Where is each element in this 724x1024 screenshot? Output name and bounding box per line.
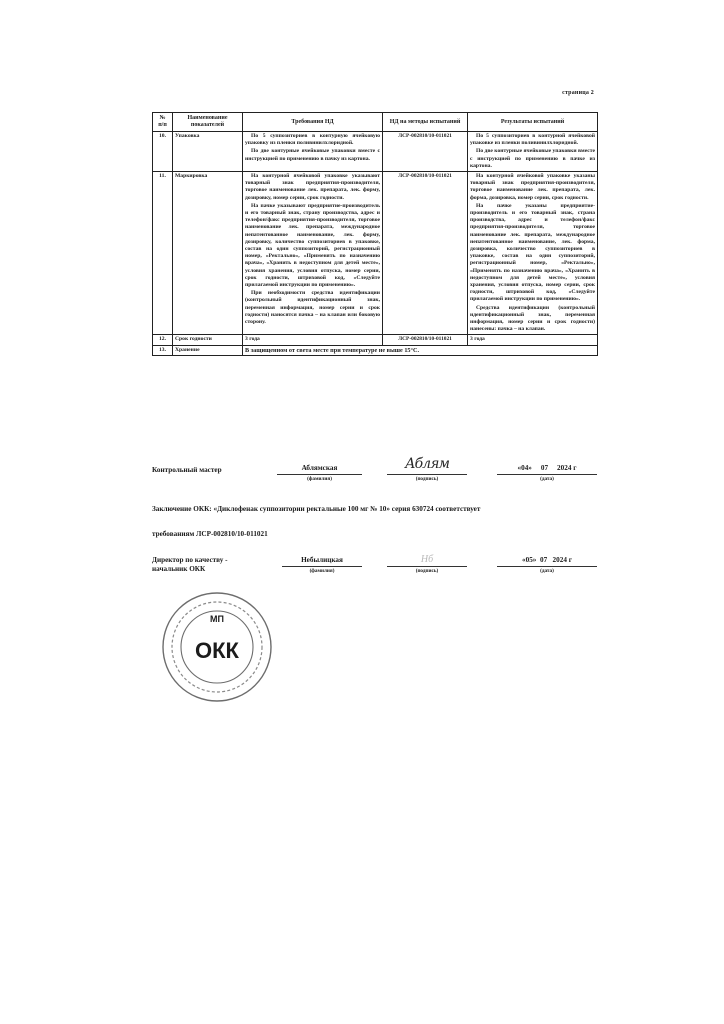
surname-caption: (фамилия): [307, 476, 332, 482]
header-number: № п/п: [153, 113, 173, 132]
table-header-row: [153, 113, 598, 132]
director-surname-field: [282, 556, 362, 574]
signature-caption: (подпись): [415, 476, 439, 482]
row-requirements: 3 года: [243, 335, 383, 345]
date-caption: (дата): [540, 568, 554, 574]
page-number: страница 2: [562, 90, 594, 96]
row-nd: ЛСР-002810/10-011021: [383, 172, 468, 335]
table-row: [153, 335, 598, 345]
conclusion-line-2: требованиям ЛСР-002810/10-011021: [152, 530, 268, 538]
master-signature-field: [387, 456, 467, 482]
master-signature-row: [152, 456, 597, 492]
row-name: Хранение: [173, 345, 243, 355]
row-nd: ЛСР-002810/10-011021: [383, 132, 468, 172]
director-surname: Небылицкая: [282, 556, 362, 567]
row-nd: ЛСР-002810/10-011021: [383, 335, 468, 345]
master-date: «04» 07 2024 г: [497, 464, 597, 475]
row-storage-merged: В защищенном от света месте при температуре не выше 15°С.: [243, 345, 598, 355]
row-requirements: На контурной ячейковой упаковке указывают товарный знак предприятия-производителя, торговое наименование лек. препарата, лек. форму, дозировку, номер серии, срок годности. На пачке указывают предприятие-производитель и его товарный знак, страну производства, адрес и телефон/факс предприятия-производителя, торговое наименование лек. препарата, международное непатентованное наименование, лек. форму, дозировку, количество суппозиториев в упаковке, состав на один суппозиторий, регистрационный номер, «Ректально», «Применять по назначению врача», «Хранить в недоступном для детей месте», условия хранения, условия отпуска, номер серии, срок годности, штриховой код, «Следуйте прилагаемой инструкции по применению». При необходимости средства идентификации (контрольный идентификационный знак, переменная информация, номер серии и срок годности) наносятся пачка – на клапан или боковую сторону.: [243, 172, 383, 335]
master-signature: Аблям: [387, 456, 467, 475]
row-number: 10.: [153, 132, 173, 172]
header-results: Результаты испытаний: [468, 113, 598, 132]
okk-conclusion: [152, 504, 612, 540]
row-number: 11.: [153, 172, 173, 335]
row-number: 13.: [153, 345, 173, 355]
row-results: 3 года: [468, 335, 598, 345]
conclusion-line-1: Заключение ОКК: «Диклофенак суппозитории ректальные 100 мг № 10» серия 630724 соответствует: [152, 505, 481, 513]
director-signature: Нб: [387, 554, 467, 567]
test-results-table: [152, 112, 598, 356]
row-name: Маркировка: [173, 172, 243, 335]
director-label: Директор по качеству - начальник ОКК: [152, 556, 228, 573]
row-name: Срок годности: [173, 335, 243, 345]
surname-caption: (фамилия): [309, 568, 335, 574]
row-requirements: По 5 суппозиториев в контурную ячейковую упаковку из пленки поливинилхлоридной. По две контурные ячейковые упаковки вместе с инструкцией по применению в пачку из картона.: [243, 132, 383, 172]
header-requirements: Требования НД: [243, 113, 383, 132]
header-name: Наименование показателей: [173, 113, 243, 132]
row-results: По 5 суппозиториев в контурной ячейковой упаковке из пленки поливинилхлоридной. По две контурные ячейковые упаковки вместе с инструкцией по применению в пачке из картона.: [468, 132, 598, 172]
master-label: Контрольный мастер: [152, 466, 222, 474]
signature-caption: (подпись): [415, 568, 439, 574]
row-results: На контурной ячейковой упаковке указаны товарный знак предприятия-производителя, торговое наименование лек. препарата, лек. форма, дозировка, номер серии, срок годности. На пачке указаны предприятие-производитель и его товарный знак, страна производства, адрес и телефон/факс предприятия-производителя, торговое наименование лек. препарата, международное непатентованное наименование, лек. форма, дозировка, количество суппозиториев в упаковке, состав на один суппозиторий, регистрационный номер, «Ректально», «Применять по назначению врача», «Хранить в недоступном для детей месте», условия хранения, условия отпуска, номер серии, срок годности, штриховой код, «Следуйте прилагаемой инструкции по применению». Средства идентификации (контрольный идентификационный знак, переменная информация, номер серии и срок годности) нанесены: пачка – на клапан.: [468, 172, 598, 335]
row-number: 12.: [153, 335, 173, 345]
row-name: Упаковка: [173, 132, 243, 172]
stamp-top-text: МП: [210, 614, 224, 624]
master-surname-field: [277, 464, 362, 482]
table-row: [153, 345, 598, 355]
master-surname: Аблямская: [277, 464, 362, 475]
master-date-field: [497, 464, 597, 482]
director-signature-row: [152, 556, 597, 586]
date-caption: (дата): [540, 476, 554, 482]
table-row: [153, 172, 598, 335]
header-nd: НД на методы испытаний: [383, 113, 468, 132]
director-date: «05» 07 2024 г: [497, 556, 597, 567]
okk-stamp: [158, 588, 276, 706]
table-row: [153, 132, 598, 172]
stamp-center-text: ОКК: [195, 638, 239, 663]
director-date-field: [497, 556, 597, 574]
director-signature-field: [387, 554, 467, 574]
